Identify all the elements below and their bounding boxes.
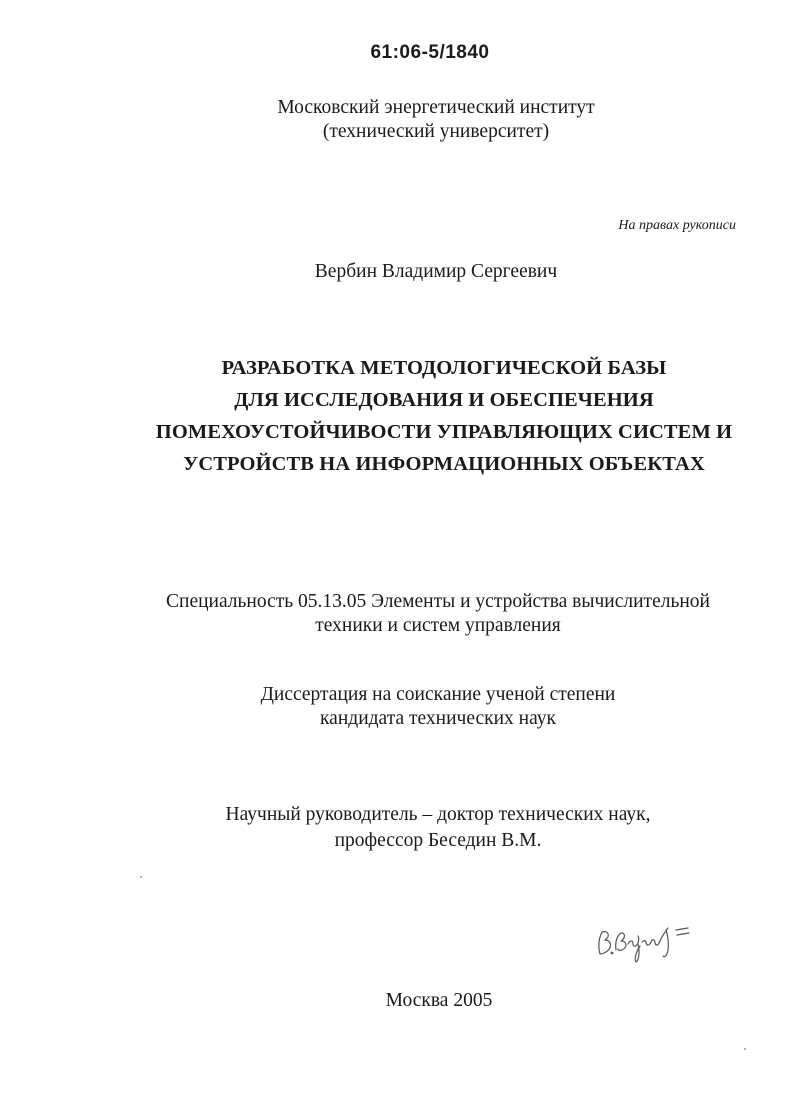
title-line-4: УСТРОЙСТВ НА ИНФОРМАЦИОННЫХ ОБЪЕКТАХ <box>183 453 705 475</box>
title-line-3: ПОМЕХОУСТОЙЧИВОСТИ УПРАВЛЯЮЩИХ СИСТЕМ И <box>155 421 733 443</box>
title-line-1: РАЗРАБОТКА МЕТОДОЛОГИЧЕСКОЙ БАЗЫ <box>221 357 667 379</box>
handwritten-signature <box>592 916 702 966</box>
dissertation-title <box>0 352 792 480</box>
supervisor-block <box>0 802 792 854</box>
document-code: 61:06-5/1840 <box>370 42 490 63</box>
institute-subtitle: (технический университет) <box>322 121 550 142</box>
city-year: Москва 2005 <box>385 990 493 1011</box>
specialty-line-1: Специальность 05.13.05 Элементы и устройства вычислительной <box>166 591 710 612</box>
degree-line-1: Диссертация на соискание ученой степени <box>260 684 616 705</box>
supervisor-line-1: Научный руководитель – доктор технических наук, <box>225 804 651 825</box>
rights-note: На правах рукописи <box>618 218 736 233</box>
institute-name: Московский энергетический институт <box>277 97 595 118</box>
scan-speck <box>744 1048 746 1050</box>
supervisor-line-2: профессор Беседин В.М. <box>334 830 542 851</box>
title-line-2: ДЛЯ ИССЛЕДОВАНИЯ И ОБЕСПЕЧЕНИЯ <box>234 389 654 411</box>
degree-line-2: кандидата технических наук <box>320 708 556 729</box>
author-name: Вербин Владимир Сергеевич <box>314 261 558 282</box>
specialty-block <box>0 590 792 638</box>
scan-speck <box>140 876 142 878</box>
institute-block <box>0 96 792 144</box>
specialty-line-2: техники и систем управления <box>315 615 561 636</box>
degree-block <box>0 683 792 731</box>
